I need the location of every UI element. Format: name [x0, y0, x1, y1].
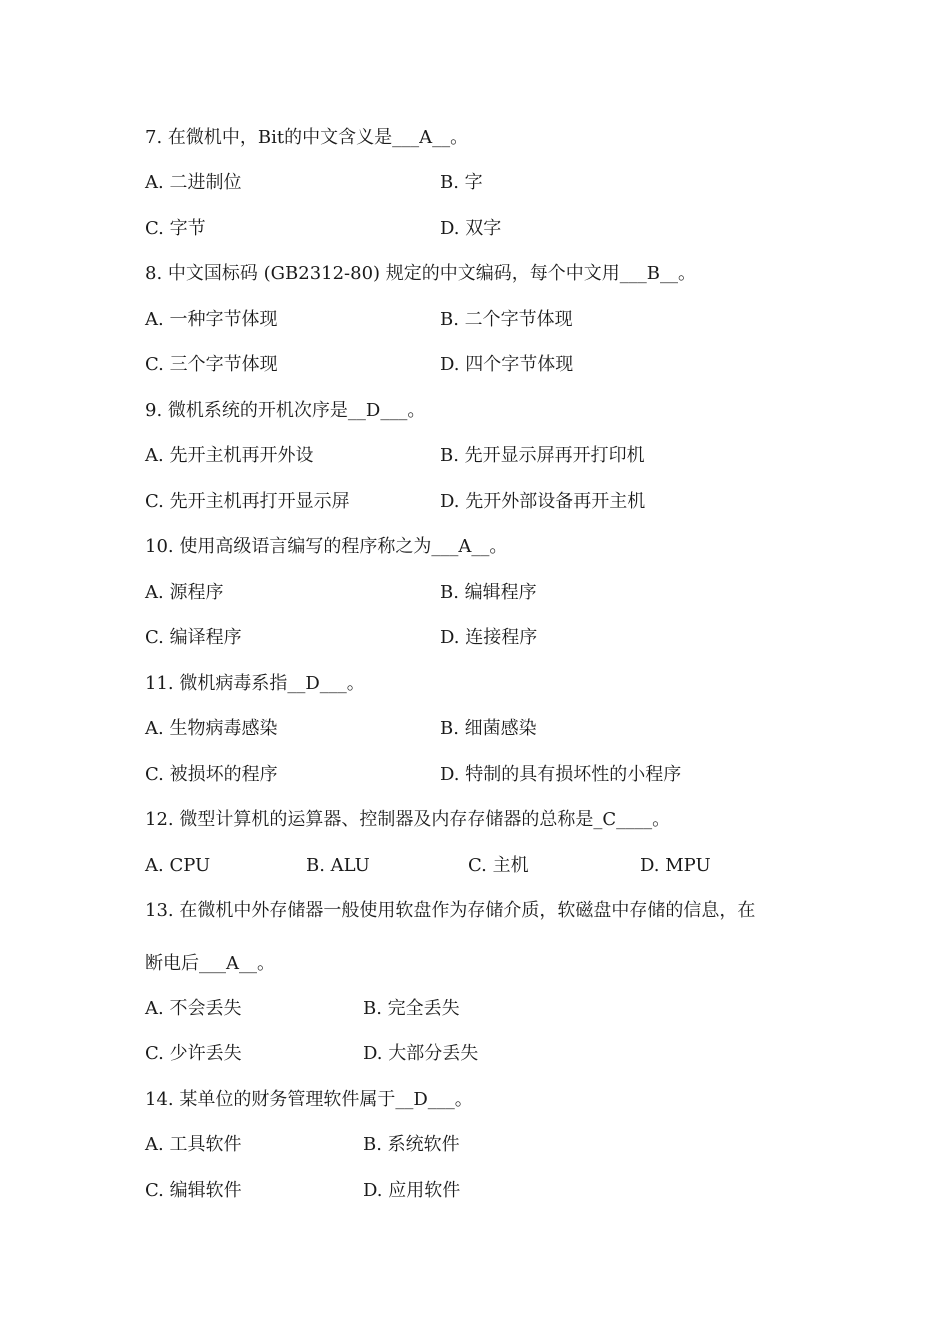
question-10-option-d: D. 连接程序: [440, 627, 538, 648]
question-13-option-b: B. 完全丢失: [363, 998, 460, 1019]
question-9-option-c: C. 先开主机再打开显示屏: [145, 491, 350, 512]
question-10-option-c: C. 编译程序: [145, 627, 242, 648]
question-7-option-a: A. 二进制位: [145, 172, 242, 193]
question-13-stem-line-2: 断电后___A__。: [145, 953, 275, 974]
question-12-option-d: D. MPU: [640, 855, 711, 876]
question-12-option-b: B. ALU: [306, 855, 370, 876]
question-13-option-c: C. 少许丢失: [145, 1043, 242, 1064]
question-7-option-b: B. 字: [440, 172, 483, 193]
question-8-option-a: A. 一种字节体现: [145, 309, 278, 330]
question-9-option-a: A. 先开主机再开外设: [145, 445, 314, 466]
question-11-option-d: D. 特制的具有损坏性的小程序: [440, 764, 682, 785]
question-9-option-d: D. 先开外部设备再开主机: [440, 491, 646, 512]
question-12-option-c: C. 主机: [468, 855, 529, 876]
question-13-stem-line-1: 13. 在微机中外存储器一般使用软盘作为存储介质，软磁盘中存储的信息，在: [145, 900, 756, 921]
question-12-stem: 12. 微型计算机的运算器、控制器及内存存储器的总称是_C____。: [145, 809, 671, 830]
question-9-option-b: B. 先开显示屏再开打印机: [440, 445, 645, 466]
question-10-stem: 10. 使用高级语言编写的程序称之为___A__。: [145, 536, 508, 557]
question-11-option-c: C. 被损坏的程序: [145, 764, 278, 785]
question-11-stem: 11. 微机病毒系指__D___。: [145, 673, 365, 694]
question-11-option-a: A. 生物病毒感染: [145, 718, 278, 739]
question-14-option-a: A. 工具软件: [145, 1134, 242, 1155]
question-13-option-a: A. 不会丢失: [145, 998, 242, 1019]
question-14-option-b: B. 系统软件: [363, 1134, 460, 1155]
question-7-stem: 7. 在微机中，Bit的中文含义是___A__。: [145, 127, 469, 148]
question-8-stem: 8. 中文国标码 (GB2312-80) 规定的中文编码，每个中文用___B__。: [145, 263, 697, 284]
question-14-stem: 14. 某单位的财务管理软件属于__D___。: [145, 1089, 473, 1110]
question-8-option-b: B. 二个字节体现: [440, 309, 573, 330]
question-14-option-c: C. 编辑软件: [145, 1180, 242, 1201]
question-7-option-d: D. 双字: [440, 218, 502, 239]
question-9-stem: 9. 微机系统的开机次序是__D___。: [145, 400, 426, 421]
question-8-option-c: C. 三个字节体现: [145, 354, 278, 375]
question-14-option-d: D. 应用软件: [363, 1180, 461, 1201]
question-10-option-b: B. 编辑程序: [440, 582, 537, 603]
question-10-option-a: A. 源程序: [145, 582, 224, 603]
question-8-option-d: D. 四个字节体现: [440, 354, 574, 375]
question-7-option-c: C. 字节: [145, 218, 206, 239]
question-12-option-a: A. CPU: [145, 855, 211, 876]
question-11-option-b: B. 细菌感染: [440, 718, 537, 739]
question-13-option-d: D. 大部分丢失: [363, 1043, 479, 1064]
